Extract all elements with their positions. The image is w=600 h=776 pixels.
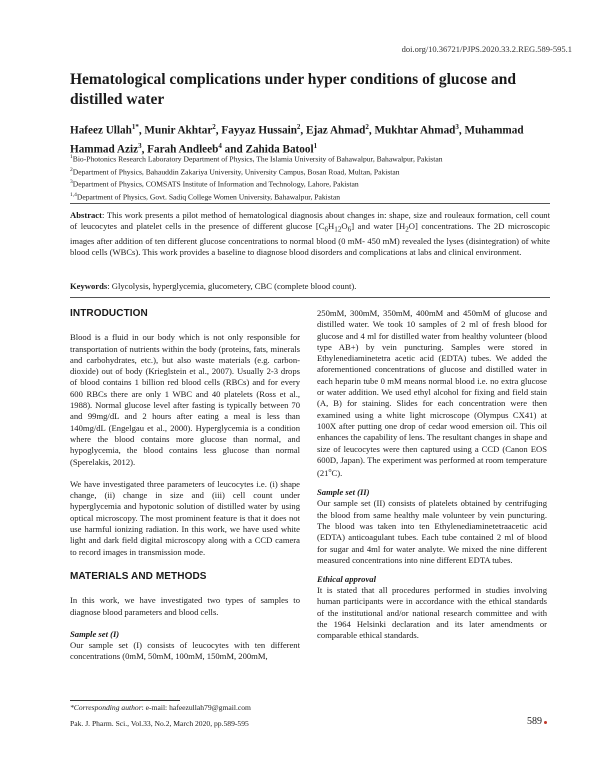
author: Mukhtar Ahmad bbox=[374, 124, 456, 137]
affiliation: $^2$Department of Physics, Bahauddin Zakariya University, University Campus, Bosan Road, Multan, Pakistan bbox=[70, 166, 400, 177]
author: Ejaz Ahmad bbox=[306, 124, 366, 137]
section-heading-methods: MATERIALS AND METHODS bbox=[70, 570, 207, 582]
author: Farah Andleeb bbox=[147, 143, 219, 156]
paragraph: Our sample set (II) consists of platelets obtained by centrifuging the blood from same healthy male volunteer by vein puncturing. The blood was taken into ten Ethylenediaminetetraacetic acid (EDTA) anticoagulant tubes. Each tube contained 2 ml of blood for sugar and 4ml for water analyte. We mixed the nine different measured concentrations into nine different EDTA tubes. bbox=[317, 498, 547, 565]
author: Munir Akhtar bbox=[144, 124, 213, 137]
journal-citation: Pak. J. Pharm. Sci., Vol.33, No.2, March 2020, pp.589-595 bbox=[70, 719, 249, 728]
keywords: Keywords: Glycolysis, hyperglycemia, glucometery, CBC (complete blood count). bbox=[70, 281, 357, 291]
abstract-label: Abstract bbox=[70, 210, 102, 220]
section-heading-introduction: INTRODUCTION bbox=[70, 308, 148, 319]
subsection-heading: Ethical approval bbox=[317, 574, 376, 585]
paragraph: Blood is a fluid in our body which is not only responsible for transportation of nutrients within the body (proteins, fats, minerals and carbohydrates, etc.), but also waste materials (e.g. carbon-dioxide) out of body (Krieglstein et al., 2007). Usually 2-3 drops of blood contains 1 billion red blood cells (RBCs) and for every 600 RBCs there are only 1 WBC and 40 platelets (Ross et al., 1988). Normal glucose level after fasting is typically between 70 and 99mg/dL and 2 hours after eating a meal is less than 140mg/dL (Engelgau et al., 2000). Hyperglycemia is a condition where the blood contains more glucose than normal, and hypoglycemia, the blood contains less glucose than normal (Sperelakis, 2012). bbox=[70, 332, 300, 467]
page-number: 589 bbox=[527, 716, 542, 727]
affiliation: $^{1,4}$Department of Physics, Govt. Sadiq College Women University, Bahawalpur, Pakistan bbox=[70, 191, 341, 202]
subsection-heading: Sample set (I) bbox=[70, 628, 120, 639]
author: Hafeez Ullah bbox=[70, 124, 132, 137]
author-list: Hafeez Ullah$^{1*}$, Munir Akhtar$^2$, Fayyaz Hussain$^2$, Ejaz Ahmad$^2$, Mukhtar Ahmad$^3$, Muhammad Hammad Aziz$^3$, Farah Andleeb$^4$ and Zahida Batool$^1$ bbox=[70, 123, 524, 156]
subsection-heading: Sample set (II) bbox=[317, 487, 370, 498]
paragraph: Our sample set (I) consists of leucocytes with ten different concentrations (0mM, 50mM, 100mM, 150mM, 200mM, bbox=[70, 639, 300, 662]
doi-link[interactable]: doi.org/10.36721/PJPS.2020.33.2.REG.589-595.1 bbox=[401, 44, 572, 54]
keywords-label: Keywords bbox=[70, 281, 108, 291]
paragraph: 250mM, 300mM, 350mM, 400mM and 450mM of glucose and distilled water. We took 10 samples of 2 ml of fresh blood for glucose and 4 ml for distilled water from healthy volunteer (blood type AB+) by vein puncturing. Samples were stored in Ethylenediaminetetra acetic acid (EDTA) tubes. We added the aforementioned concentrations of glucose and distilled water in each heparin tube 0 mM means normal blood i.e. no extra glucose or water addition. We used ethyl alcohol for fixing and field stain (A, B) for staining. Slides for each concentration were then examined using a white light microscope (Olympus CX41) at 100X after putting one drop of cedar wood emersion oil. This oil enhances the capability of lens. The resultant changes in shape and size of leucocytes were then captured using a CCD (Canon EOS 600D, Japan). The experiment was performed at room temperature (21$^o$C). bbox=[317, 308, 547, 479]
right-column bbox=[317, 308, 547, 642]
divider bbox=[70, 297, 550, 298]
author: Zahida Batool bbox=[245, 143, 314, 156]
divider bbox=[70, 203, 550, 204]
left-column bbox=[70, 308, 300, 662]
author: Muhammad Hammad Aziz bbox=[70, 124, 524, 156]
marker-dot bbox=[544, 721, 547, 724]
author: Fayyaz Hussain bbox=[221, 124, 297, 137]
abstract: Abstract: This work presents a pilot method of hematological diagnosis about changes in: shape, size and rouleaux formation, cell count of leucocytes and platelet cells in the presence of different glucose $[C_6H_{12}O_6]$ and water $[H_2O]$ concentrations. The 2D microscopic images after addition of ten different glucose concentrations to normal blood (0 mM- 450 mM) revealed the lyses (disintegration) of white blood cells (WBCs). This work provides a baseline to diagnose blood disorders and complications at labs and clinical environment. bbox=[70, 210, 550, 258]
footnote-divider bbox=[70, 700, 180, 701]
paragraph: It is stated that all procedures performed in studies involving human participants were in accordance with the ethical standards of the institutional and/or national research committee and with the 1964 Helsinki declaration and its later amendments or comparable ethical standards. bbox=[317, 585, 547, 641]
affiliation: $^3$Department of Physics, COMSATS Institute of Information and Technology, Lahore, Pakistan bbox=[70, 179, 359, 189]
paper-title: Hematological complications under hyper conditions of glucose and distilled water bbox=[70, 71, 516, 108]
paragraph: We have investigated three parameters of leucocytes i.e. (i) shape change, (ii) change in size and (iii) cell count under hyperglycemia and hypotonic solution of distilled water by using optical microscopy. The most prominent feature is that it does not use harmful ionizing radiation. In this work, we have used white light and dark field digital microscopy along with a CCD camera to record images in transmission mode. bbox=[70, 478, 300, 557]
footnote: *Corresponding author: e-mail: hafeezullah79@gmail.com bbox=[70, 703, 251, 712]
affiliations bbox=[70, 152, 550, 202]
paragraph: In this work, we have investigated two types of samples to diagnose blood parameters and blood cells. bbox=[70, 595, 300, 617]
affiliation: $^1$Bio-Photonics Research Laboratory Department of Physics, The Islamia University of Bahawalpur, Bahawalpur, Pakistan bbox=[70, 154, 443, 164]
